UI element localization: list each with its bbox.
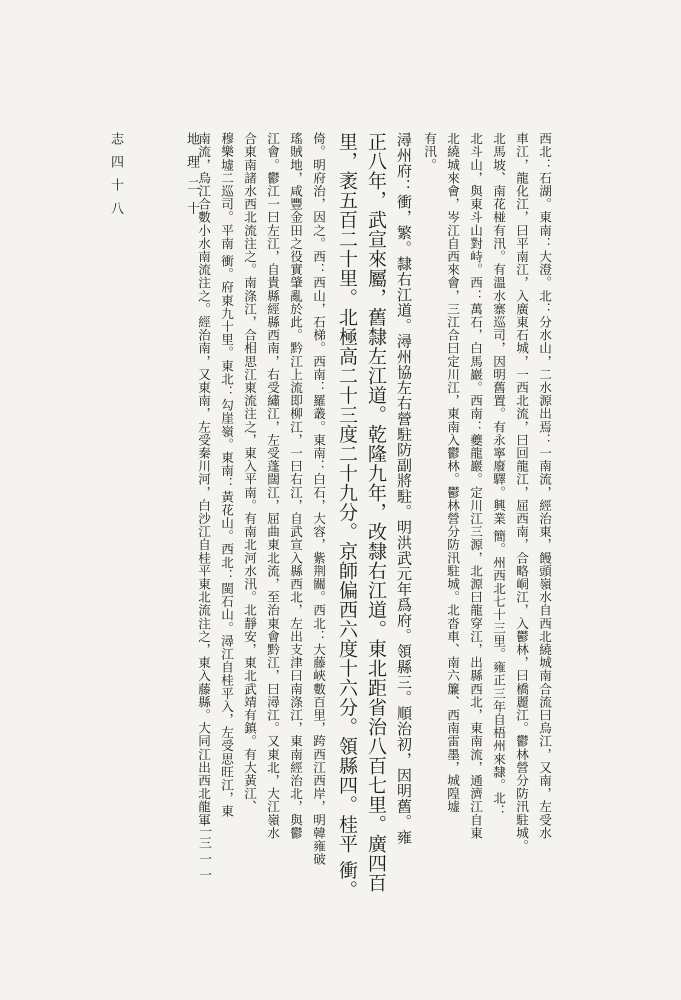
text-column-large: 里，袤五百二十里。北極高二十三度二十九分。京師偏西六度十六分。領縣四。桂平 衝。 — [336, 132, 358, 900]
volume-header: 志 四 十 八 — [108, 132, 123, 218]
text-column-prefecture: 潯州府：衝，繁。隸右江道。潯州協左右營駐防副將駐。明洪武元年爲府。領縣三。順治初，因明舊。雍 — [395, 132, 413, 845]
section-header: 地 理 二 十 — [184, 132, 199, 218]
text-column: 北馬坡、南花椪有汛。有溫水寨巡司，因明舊置。有永寧廢驛。興業 簡。州西北七十三里。雍正三年自梧州來隸。北： — [491, 132, 506, 818]
text-column-large: 正八年，武宣來屬，舊隸左江道。乾隆九年，改隸右江道。東北距省治八百七里。廣四百 — [365, 132, 387, 893]
text-column: 瑤賊地，咸豐金田之役實肇亂於此。黔江上流即柳江，一曰右江，自武宣入縣西北，左出支津曰南涤江，東南經治北，與鬱 — [288, 132, 303, 840]
text-column: 合東南諸水西北流注之。南涤江，合相思江東流注之，東入平南。有南北河水汛。北靜安，東北武靖有鎮。有大黃江、 — [242, 132, 257, 814]
text-column: 倚。明府治，因之。西：西山，石梯。西南：羅叢。東南：白石，大容，紫荆關。西北：大藤峽數百里，跨西江西岸，明韓雍破 — [311, 132, 326, 866]
text-column: 有汛。 — [422, 132, 437, 172]
text-column: 車江，龍化江，曰平南江，入廣東石城，一西北流，曰回龍江，屈西南，合略峒江，入鬱林，曰橋麗江。鬱林營分防汛駐城。 — [514, 132, 529, 853]
page-number: 二三一一 — [196, 820, 211, 884]
text-column: 西北：石湖。東南：大澄。北：分水山，二水源出焉：一南流，經治東，饅頭嶺水自西北繞城南合流曰烏江，又南，左受水 — [537, 132, 552, 840]
text-column: 南流，烏江合數小水南流注之。經治南，又東南，左受秦川河，白沙江自桂平東北流注之，東入藤縣。大同江出西北龍軍 — [196, 132, 211, 827]
text-column: 江會。鬱江一曰左江，自貴縣經縣西南，右受繡江，左受蓬闊江，屈曲東北流，至治東會黔江，曰潯江。又東北，大江嶺水 — [265, 132, 280, 840]
text-column: 穆樂墟二巡司。平南 衝。府東九十里。東北：勾崖嶺。東南：黃花山。西北：閩石山。潯江自桂平入，左受思旺江，東 — [219, 132, 234, 818]
text-column: 北繞城來會，岑江自西來會，三江合曰定川江，東南入鬱林。鬱林營分防汛駐城。北沓車、南六簾、西南雷墨，城隍墟 — [445, 132, 460, 814]
text-column: 北斗山，與東斗山對峙。西：萬石，白馬巖。西南：夔龍巖。定川江三源，北源曰龍穿江，出縣西北，東南流，通濟江自東 — [468, 132, 483, 840]
